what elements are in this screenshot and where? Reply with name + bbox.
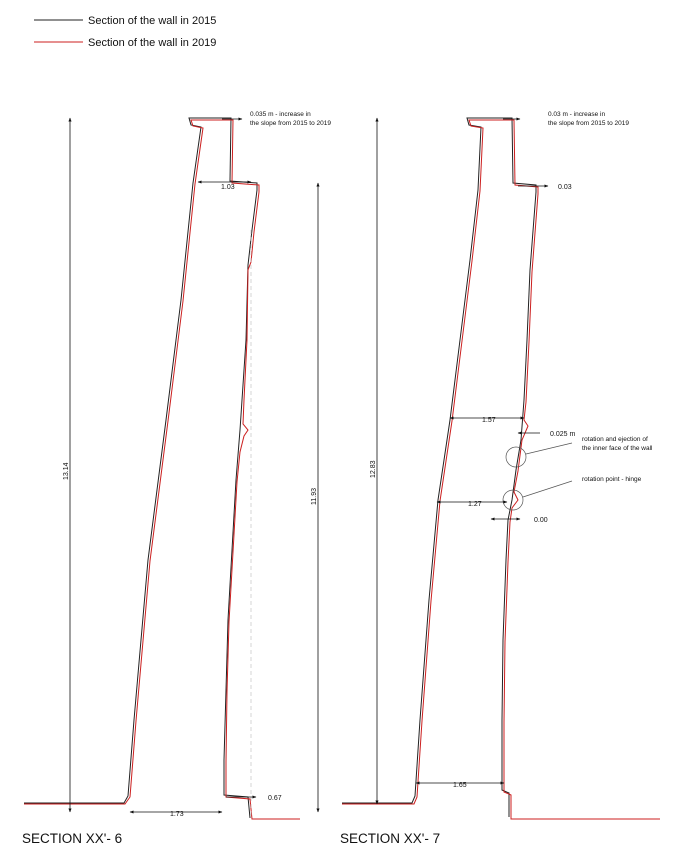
note-rotation-line-1: rotation and ejection of [582, 436, 648, 443]
dim-label-base-width: 1.73 [170, 811, 184, 818]
dim-label-top-right: 0.03 [558, 184, 572, 191]
wall-outline-2015 [24, 118, 257, 818]
top-note-line-2: the slope from 2015 to 2019 [548, 120, 629, 127]
section-6 [22, 111, 331, 846]
dim-label-total-height: 12.83 [370, 460, 377, 478]
section-6-title: SECTION XX'- 6 [22, 831, 123, 846]
dim-label-mid-width: 1.57 [482, 417, 496, 424]
legend-label-2015: Section of the wall in 2015 [88, 15, 217, 27]
dim-label-lower-width: 1.27 [468, 501, 482, 508]
hinge-leader [523, 481, 572, 497]
dim-label-top-width: 1.03 [221, 184, 235, 191]
top-note-line-1: 0.03 m - increase in [548, 111, 606, 118]
dim-label-base-width: 1.65 [453, 782, 467, 789]
note-hinge: rotation point - hinge [582, 476, 642, 483]
dim-label-base-right: 0.67 [268, 795, 282, 802]
legend [34, 15, 216, 49]
dim-label-total-height: 13.14 [63, 462, 70, 480]
dim-label-lower-offset: 0.00 [534, 517, 548, 524]
section-7 [340, 111, 660, 846]
top-note-line-1: 0.035 m - increase in [250, 111, 311, 118]
legend-label-2019: Section of the wall in 2019 [88, 37, 217, 49]
section-7-title: SECTION XX'- 7 [340, 831, 441, 846]
rotation-circle [506, 447, 526, 467]
note-rotation-line-2: the inner face of the wall [582, 445, 653, 452]
dim-label-right-height: 11.93 [311, 488, 318, 505]
wall-outline-2019 [342, 120, 660, 819]
top-note-line-2: the slope from 2015 to 2019 [250, 120, 331, 127]
dim-label-mid-offset: 0.025 m [550, 431, 576, 438]
rotation-leader [526, 443, 572, 454]
